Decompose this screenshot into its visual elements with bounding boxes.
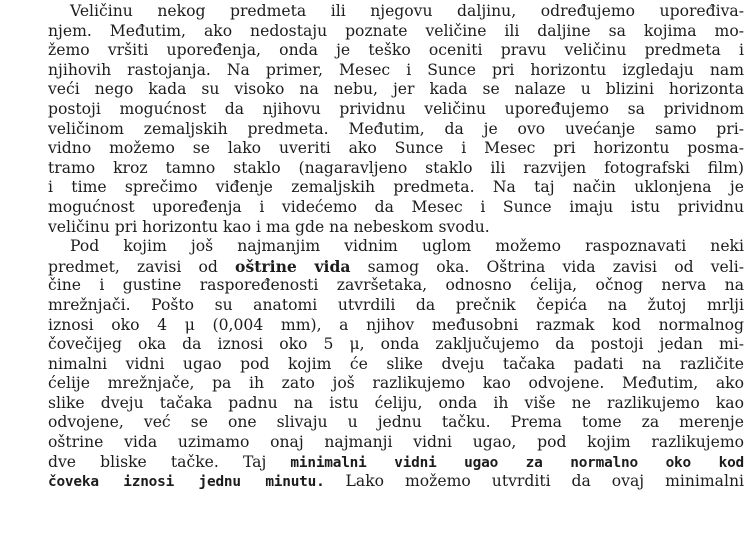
text-line: Veličinu nekog predmeta ili njegovu daljinu, određujemo upoređiva- [70, 2, 744, 20]
text-line: čine i gustine raspoređenosti završetaka, odnosno ćelija, očnog nerva na [48, 276, 744, 295]
text-line: vidno možemo se lako uveriti ako Sunce i Mesec pri horizontu posma- [48, 139, 744, 158]
text-line: čoveka iznosi jednu minutu. Lako možemo utvrditi da ovaj minimalni [48, 472, 744, 491]
document-page [48, 2, 744, 492]
text-line: iznosi oko 4 μ (0,004 mm), a njihov međusobni razmak kod normalnog [48, 315, 744, 334]
text-line: žemo vršiti upoređenja, onda je teško oceniti pravu veličinu predmeta i [48, 41, 744, 60]
text-line: mogućnost upoređenja i videćemo da Mesec i Sunce imaju istu prividnu [48, 197, 744, 216]
text-line: postoji mogućnost da njihovu prividnu veličinu upoređujemo sa prividnom [48, 99, 744, 118]
text-line: Pod kojim još najmanjim vidnim uglom možemo raspoznavati neki [70, 237, 744, 256]
paragraph-2 [48, 237, 744, 492]
paragraph-1 [48, 2, 744, 237]
bold-term-ostrina-vida: oštrine vida [235, 256, 351, 276]
text-line: njem. Međutim, ako nedostaju poznate veličine ili daljine sa kojima mo- [48, 21, 744, 40]
text-line: odvojene, već se one slivaju u jednu tačku. Prema tome za merenje [48, 413, 744, 432]
text-line: tramo kroz tamno staklo (nagaravljeno staklo ili razvijen fotografski film) [48, 158, 744, 177]
text-line: oštrine vida uzimamo onaj najmanji vidni ugao, pod kojim razlikujemo [48, 433, 744, 452]
text-line: dve bliske tačke. Taj minimalni vidni ugao za normalno oko kod [48, 452, 744, 471]
text-line: veličinom zemaljskih predmeta. Međutim, da je ovo uvećanje samo pri- [48, 119, 744, 138]
text-line: čovečijeg oka da iznosi oko 5 μ, onda zaključujemo da postoji jedan mi- [48, 335, 744, 354]
text-line: slike dveju tačaka padnu na istu ćeliju, onda ih više ne razlikujemo kao [48, 393, 744, 412]
text-line: i time sprečimo viđenje zemaljskih predmeta. Na taj način uklonjena je [48, 178, 744, 197]
text-line: ćelije mrežnjače, pa ih zato još razlikujemo kao odvojene. Međutim, ako [48, 374, 744, 393]
bold-statement: čoveka iznosi jednu minutu. [48, 474, 325, 491]
bold-statement: minimalni vidni ugao za normalno oko kod [290, 454, 744, 471]
text-line: njihovih rastojanja. Na primer, Mesec i Sunce pri horizontu izgledaju nam [48, 60, 744, 79]
text-line: veličinu pri horizontu kao i ma gde na nebeskom svodu. [48, 217, 490, 236]
text-line: veći nego kada su visoko na nebu, jer kada se nalaze u blizini horizonta [48, 80, 744, 99]
text-line: mrežnjači. Pošto su anatomi utvrdili da prečnik čepića na žutoj mrlji [48, 295, 744, 314]
text-line: predmet, zavisi od oštrine vida samog oka. Oštrina vida zavisi od veli- [48, 256, 745, 276]
text-line: nimalni vidni ugao pod kojim će slike dveju tačaka padati na različite [48, 354, 744, 373]
